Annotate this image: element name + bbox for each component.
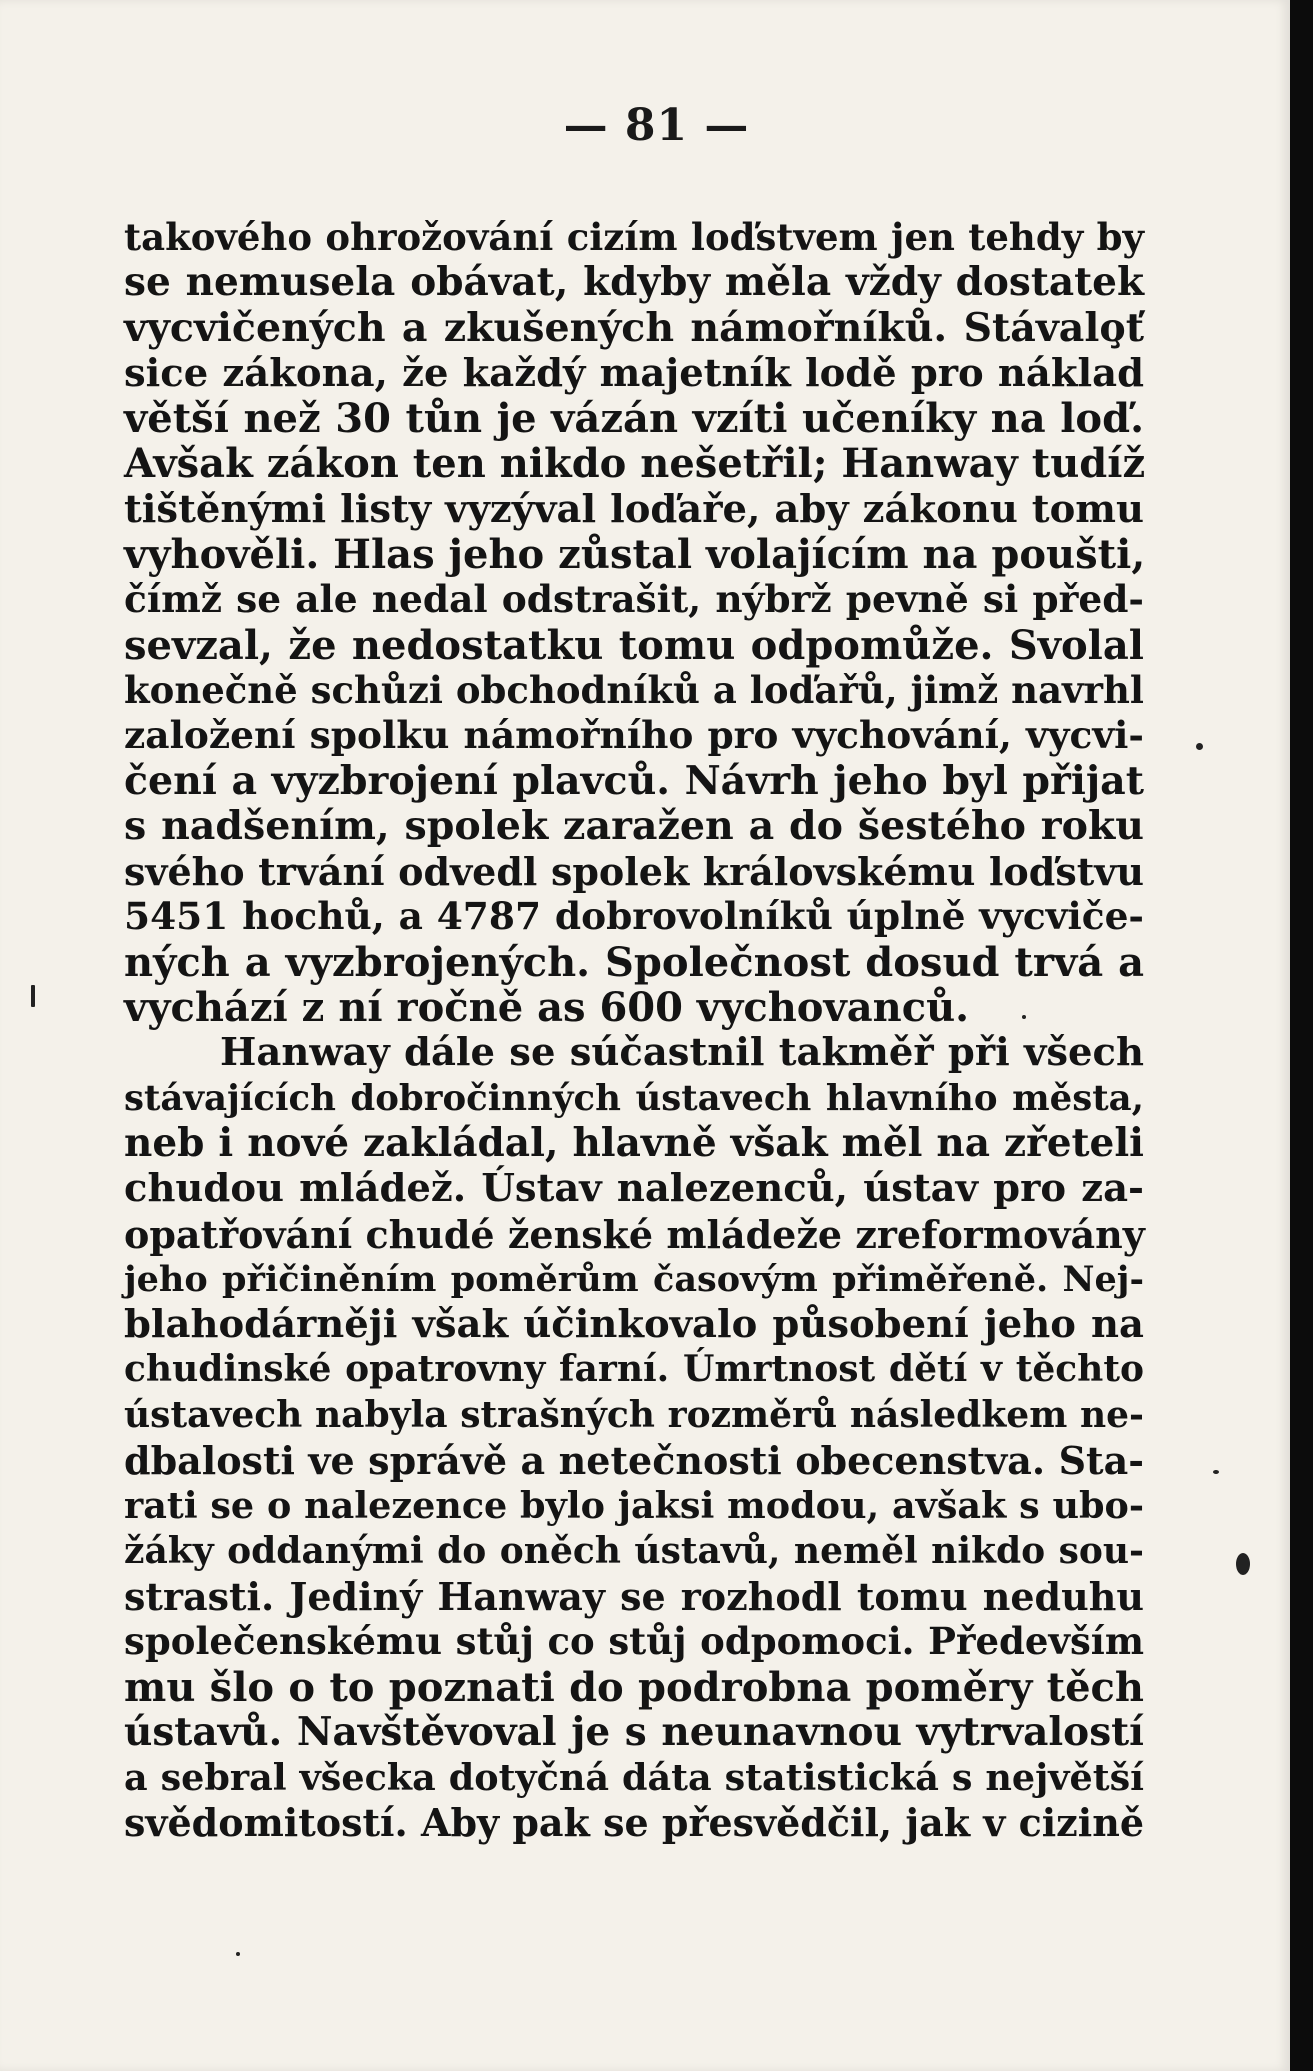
body-text bbox=[124, 215, 1144, 1846]
text-line: konečně schůzi obchodníků a loďařů, jimž navrhl bbox=[124, 667, 1144, 712]
text-line: opatřování chudé ženské mládeže zreformovány bbox=[124, 1211, 1145, 1257]
text-line: tištěnými listy vyzýval loďaře, aby zákonu tomu bbox=[124, 486, 1144, 532]
scan-speck bbox=[1196, 743, 1203, 750]
text-line: chudou mládež. Ústav nalezenců, ústav pro za- bbox=[124, 1166, 1144, 1212]
text-line: jeho přičiněním poměrům časovým přiměřeně. Nej- bbox=[124, 1258, 1144, 1300]
text-line: a sebral všecka dotyčná dáta statistická s největší bbox=[124, 1756, 1144, 1800]
text-line: svědomitostí. Aby pak se přesvědčil, jak v cizině bbox=[124, 1800, 1144, 1846]
paragraph-end-line: vychází z ní ročně as 600 vychovanců. bbox=[124, 984, 970, 1032]
text-line: stávajících dobročinných ústavech hlavního města, bbox=[124, 1077, 1144, 1119]
page-number: — 81 — bbox=[563, 100, 750, 151]
text-line: sevzal, že nedostatku tomu odpomůže. Svolal bbox=[124, 621, 1144, 669]
text-line: žáky oddanými do oněch ústavů, neměl nikdo sou- bbox=[124, 1529, 1144, 1572]
scan-speck bbox=[1213, 1470, 1219, 1474]
scan-speck bbox=[236, 1952, 240, 1956]
scan-speck bbox=[1236, 1553, 1250, 1575]
text-line: takového ohrožování cizím loďstvem jen tehdy by bbox=[124, 215, 1144, 259]
text-line: neb i nové zakládal, hlavně však měl na zřeteli bbox=[124, 1119, 1144, 1166]
paragraph-start-line: Hanway dále se súčastnil takměř při všech bbox=[220, 1030, 1144, 1076]
text-line: společenskému stůj co stůj odpomoci. Především bbox=[124, 1619, 1144, 1664]
text-line: větší než 30 tůn je vázán vzíti učeníky na loď. bbox=[124, 395, 1144, 443]
text-line: strasti. Jediný Hanway se rozhodl tomu neduhu bbox=[124, 1573, 1144, 1619]
text-line: svého trvání odvedl spolek královskému loďstvu bbox=[124, 849, 1144, 895]
text-line: vyhověli. Hlas jeho zůstal volajícím na poušti, bbox=[124, 531, 1146, 579]
text-line: ných a vyzbrojených. Společnost dosud trvá a bbox=[124, 938, 1144, 986]
text-line: mu šlo o to poznati do podrobna poměry těch bbox=[124, 1663, 1144, 1711]
text-line: ústavů. Navštěvoval je s neunavnou vytrvalostí bbox=[124, 1708, 1144, 1755]
text-line: se nemusela obávat, kdyby měla vždy dostatek bbox=[124, 259, 1144, 306]
text-line: dbalosti ve správě a netečnosti obecenstva. Sta- bbox=[124, 1438, 1144, 1484]
text-line: Avšak zákon ten nikdo nešetřil; Hanway tudíž bbox=[124, 440, 1146, 488]
page-edge-shadow bbox=[1290, 0, 1313, 2071]
scan-speck bbox=[31, 985, 35, 1007]
text-line: blahodárněji však účinkovalo působení jeho na bbox=[124, 1302, 1144, 1348]
text-line: rati se o nalezence bylo jaksi modou, avšak s ubo- bbox=[124, 1484, 1144, 1528]
text-line: založení spolku námořního pro vychování, vycvi- bbox=[124, 713, 1144, 758]
text-line: sice zákona, že každý majetník lodě pro náklad bbox=[124, 350, 1144, 396]
text-line: ústavech nabyla strašných rozměrů následkem ne- bbox=[124, 1393, 1144, 1436]
text-line: s nadšením, spolek zaražen a do šestého roku bbox=[124, 802, 1144, 849]
text-line: vycvičených a zkušených námořníků. Stávalo̧ť bbox=[124, 304, 1144, 351]
scan-speck bbox=[1022, 1015, 1026, 1019]
text-line: čímž se ale nedal odstrašit, nýbrž pevně si před- bbox=[124, 577, 1144, 622]
text-line: čení a vyzbrojení plavců. Návrh jeho byl přijat bbox=[124, 757, 1144, 804]
text-line: chudinské opatrovny farní. Úmrtnost dětí v těchto bbox=[124, 1348, 1144, 1391]
text-line: 5451 hochů, a 4787 dobrovolníků úplně vycviče- bbox=[124, 894, 1144, 939]
